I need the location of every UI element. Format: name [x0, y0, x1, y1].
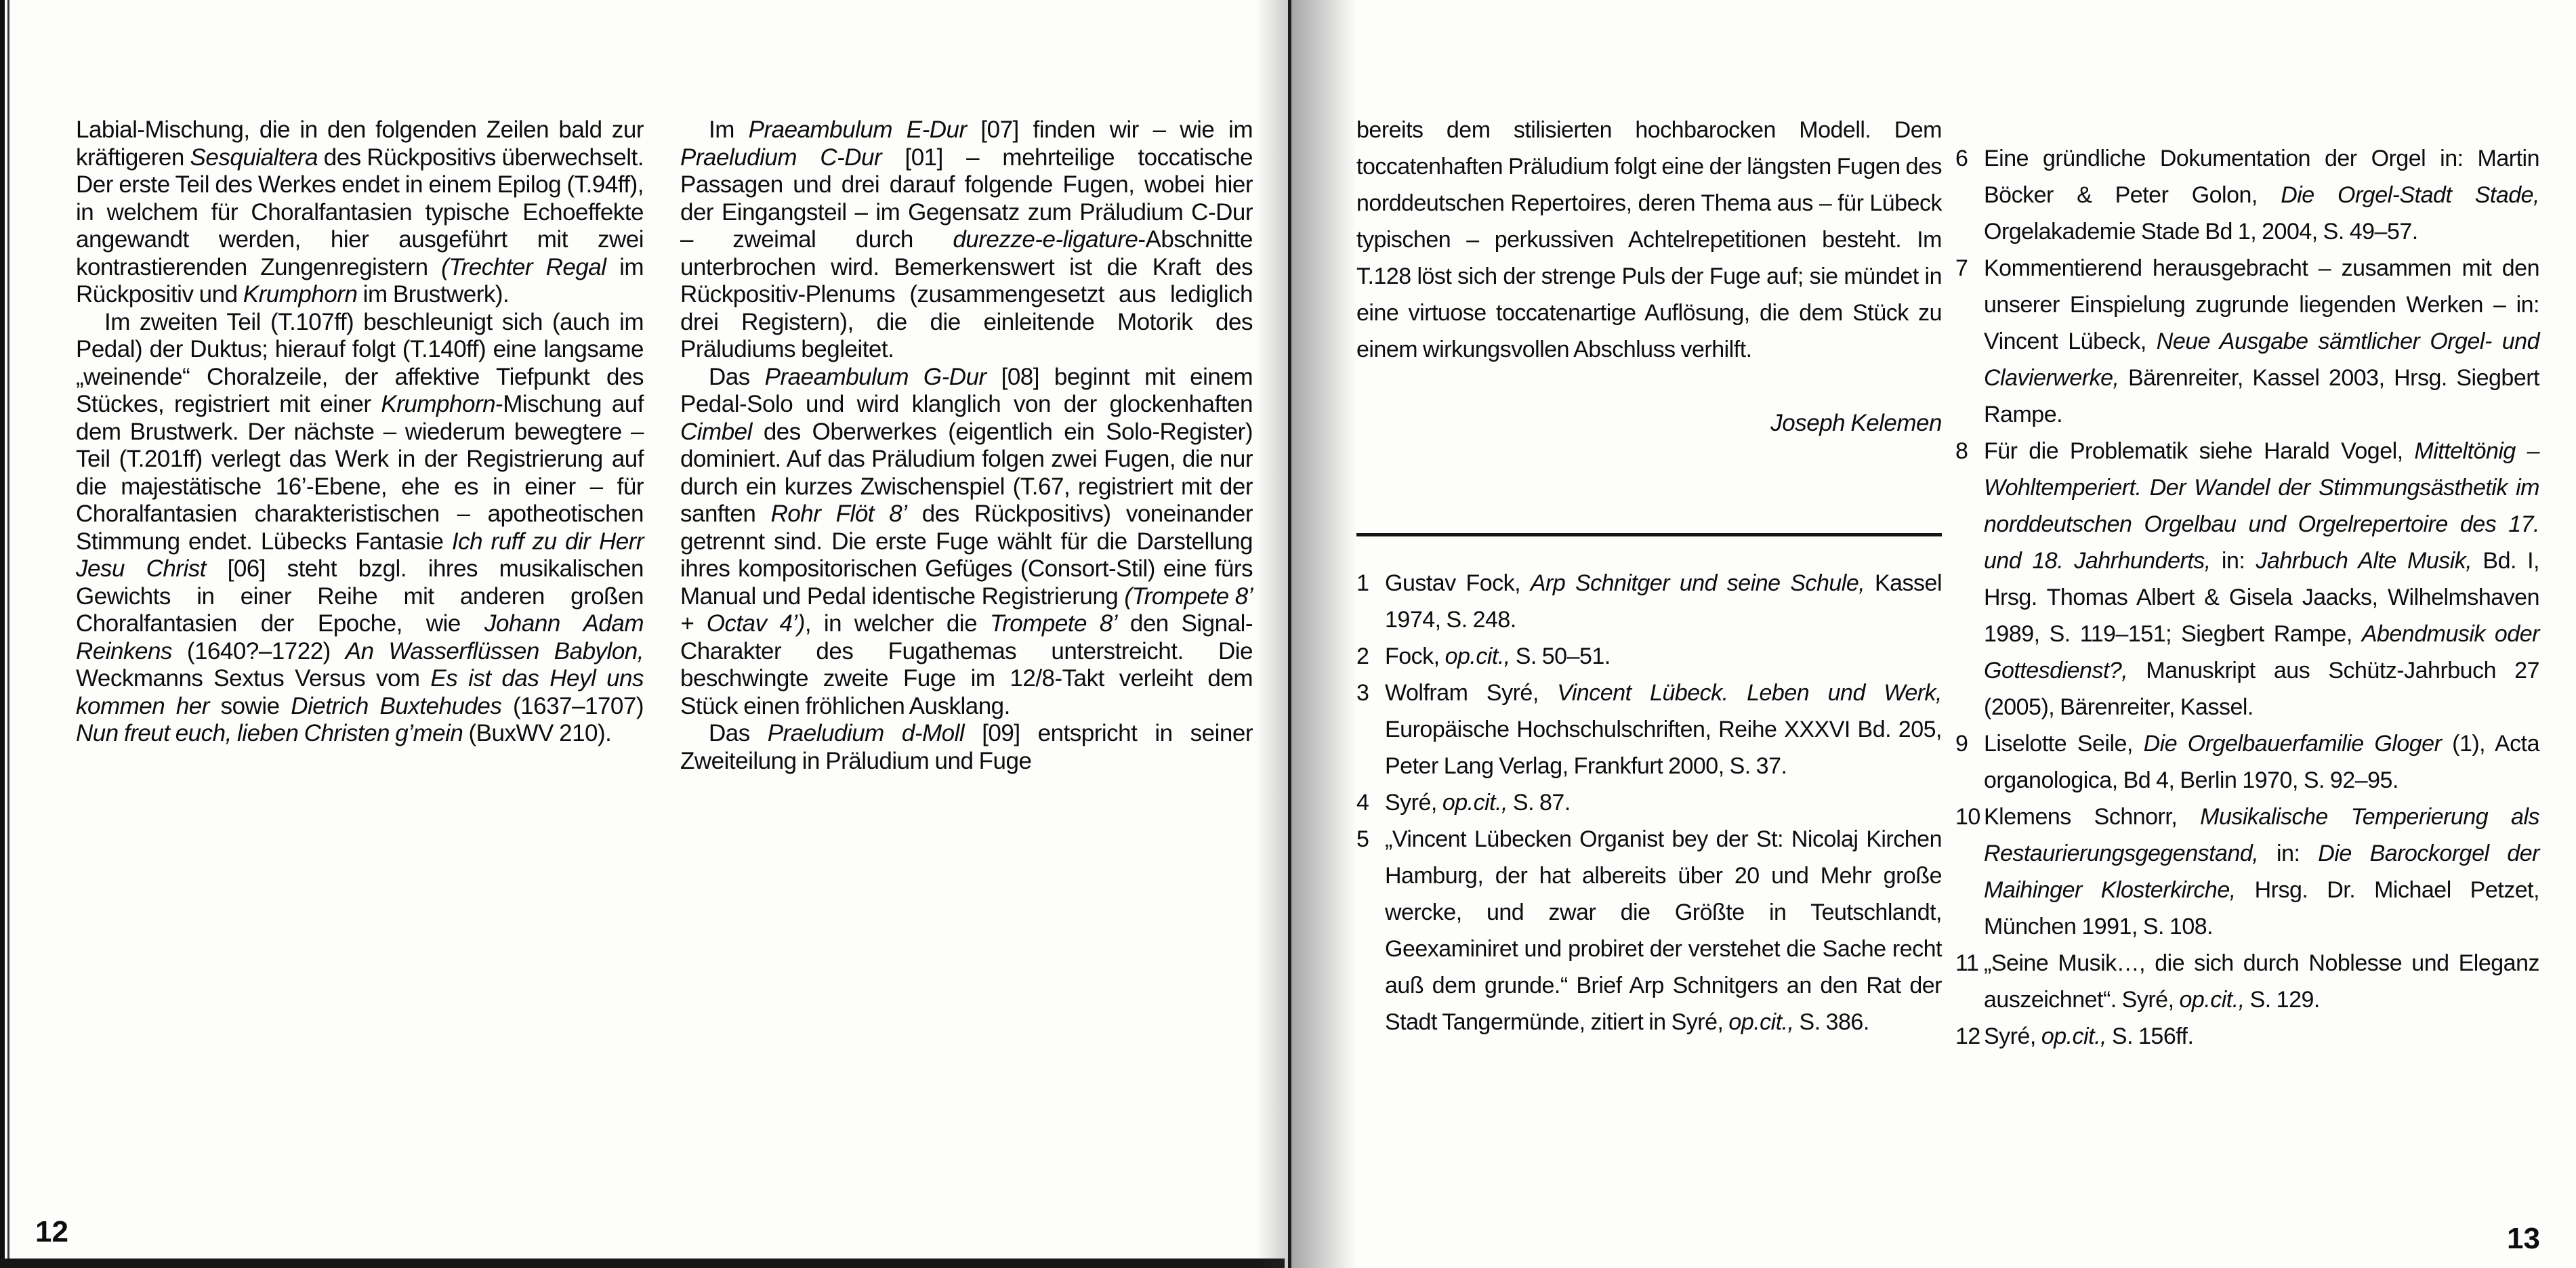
italic-text-run: op.cit.,	[2179, 987, 2245, 1013]
footnote-number: 10	[1955, 804, 1980, 830]
paragraph	[680, 364, 1253, 721]
text-run: [07] finden wir – wie im	[966, 117, 1253, 143]
footnote	[1356, 675, 1942, 784]
page-12-column-2	[680, 117, 1253, 775]
paragraph	[76, 309, 644, 748]
italic-text-run: Die Orgel-Stadt Stade,	[2281, 182, 2539, 208]
text-run: „Vincent Lübecken Organist bey der St: Nicolaj Kirchen Hamburg, der hat albereits über 20 und Mehr große wercke, und zwar die Größte in Teutschlandt, Geexaminiret und probiret der verstehet die Sache recht auß dem grunde.“ Brief Arp Schnitgers an den Rat der Stadt Tangermünde, zitiert in Syré,	[1385, 826, 1942, 1035]
footnote-number: 4	[1356, 790, 1369, 816]
text-run: Kommentierend herausgebracht – zusammen mit den unserer Einspielung zugrunde liegenden Werken – in: Vincent Lübeck,	[1984, 255, 2539, 354]
text-run: des Rückpositivs) voneinander getrennt sind. Die erste Fuge wählt für die Darstellung ihres kompositorischen Gefüges (Consort-Stil) eine fürs Manual und Pedal identische Registrierung	[680, 501, 1253, 610]
italic-text-run: Die Orgelbauerfamilie Gloger	[2143, 731, 2442, 757]
footnote	[1955, 945, 2539, 1018]
text-run: Im zweiten Teil (T.107ff) beschleunigt sich (auch im Pedal) der Duktus; hierauf folgt (T.140ff) eine langsame „weinende“ Choralzeile, der affektive Tiefpunkt des Stückes, registriert mit einer	[76, 308, 644, 417]
text-run: Europäische Hochschulschriften, Reihe XXXVI Bd. 205, Peter Lang Verlag, Frankfurt 2000, S. 37.	[1385, 717, 1942, 779]
footnote	[1955, 250, 2539, 433]
text-run: -Abschnitte unterbrochen wird. Bemerkenswert ist die Kraft des Rückpositiv-Plenums (zusammengesetzt aus lediglich drei Registern), die die einleitende Motorik des Präludiums begleitet.	[680, 226, 1253, 362]
essay-closing-paragraph	[1356, 112, 1942, 368]
italic-text-run: Es ist das Heyl uns kommen her	[76, 665, 644, 719]
page-13-column-2	[1955, 112, 2539, 1055]
footnote-number: 6	[1955, 146, 1968, 171]
text-run: Manuskript aus Schütz-Jahrbuch 27 (2005), Bärenreiter, Kassel.	[1984, 658, 2539, 720]
text-run: Orgelakademie Stade Bd 1, 2004, S. 49–57.	[1984, 219, 2418, 245]
footnote-number: 5	[1356, 826, 1369, 852]
text-run: Kassel 1974, S. 248.	[1385, 570, 1943, 633]
footnote	[1356, 565, 1942, 638]
footnote-text	[1984, 725, 2539, 799]
text-run: Bärenreiter, Kassel 2003, Hrsg. Siegbert Rampe.	[1984, 365, 2539, 427]
footnote-text	[1385, 821, 1942, 1040]
italic-text-run: Praeludium C-Dur	[680, 144, 882, 171]
italic-text-run: Mitteltönig – Wohltemperiert. Der Wandel der Stimmungsästhetik im norddeutschen Orgelbau und Orgelrepertoire des 17. und 18. Jahrhunderts,	[1984, 438, 2539, 574]
italic-text-run: Nun freut euch, lieben Christen g’mein	[76, 720, 463, 746]
text-run: -Mischung auf dem Brustwerk. Der nächste – wiederum bewegtere – Teil (T.201ff) verlegt das Werk in der Registrierung auf die majestätische 16’-Ebene, ehe es in einer – für Choralfantasien charakteristischen – apotheotischen Stimmung endet. Lübecks Fantasie	[76, 391, 644, 555]
footnote-number: 3	[1356, 680, 1369, 706]
text-run: [01] – mehrteilige toccatische Passagen und drei darauf folgende Fugen, wobei hier der Eingangsteil – im Gegensatz zum Präludium C-Dur – zweimal durch	[680, 144, 1253, 253]
text-run: [06] steht bzgl. ihres musikalischen Gewichts in einer Reihe mit anderen großen Choralfantasien der Epoche, wie	[76, 555, 644, 637]
gutter-shadow-left	[1256, 0, 1288, 1268]
bottom-page-edge-bar	[0, 1259, 1285, 1268]
text-run: [08] beginnt mit einem Pedal-Solo und wird klanglich von der glockenhaften	[680, 363, 1253, 417]
text-run: Hrsg. Dr. Michael Petzet, München 1991, S. 108.	[1984, 877, 2539, 939]
text-run: „Seine Musik…, die sich durch Noblesse und Eleganz auszeichnet“. Syré,	[1984, 950, 2539, 1013]
italic-text-run: Praeambulum G-Dur	[764, 363, 986, 390]
gutter-shadow-right	[1291, 0, 1356, 1268]
text-run: Fock,	[1385, 643, 1445, 669]
paragraph	[680, 117, 1253, 364]
page-number-right: 13	[2507, 1222, 2540, 1255]
text-run: des Rückpositivs überwechselt. Der erste Teil des Werkes endet in einem Epilog (T.94ff), in welchem für Choralfantasien typische Echoeffekte angewandt werden, hier ausgeführt mit zwei kontrastierenden Zungenregistern	[76, 144, 644, 280]
author-signature: Joseph Kelemen	[1770, 410, 1942, 436]
italic-text-run: Trompete 8’	[989, 610, 1118, 637]
italic-text-run: Abendmusik oder Gottesdienst?,	[1984, 621, 2539, 683]
footnote-number: 9	[1955, 731, 1968, 757]
text-run: Klemens Schnorr,	[1984, 804, 2201, 830]
italic-text-run: op.cit.,	[1442, 790, 1508, 816]
italic-text-run: Rohr Flöt 8’	[770, 501, 907, 527]
text-run: des Oberwerkes (eigentlich ein Solo-Register) dominiert. Auf das Präludium folgen zwei Fugen, die nur durch ein kurzes Zwischenspiel (T.67, registriert mit der sanften	[680, 418, 1253, 527]
italic-text-run: durezze-e-ligature	[953, 226, 1138, 253]
text-run: [09] entspricht in seiner Zweiteilung in Präludium und Fuge	[680, 720, 1253, 774]
footnote-text	[1385, 784, 1942, 821]
text-run: in:	[2258, 841, 2319, 866]
text-run: Bd. I, Hrsg. Thomas Albert & Gisela Jaacks, Wilhelmshaven 1989, S. 119–151; Siegbert Rampe,	[1984, 548, 2540, 647]
text-run: Gustav Fock,	[1385, 570, 1531, 596]
italic-text-run: (Trompete 8’ + Octav 4’)	[680, 583, 1253, 637]
footnote-number: 7	[1955, 255, 1968, 281]
footnote-text	[1385, 675, 1942, 784]
footnote-text	[1385, 565, 1942, 638]
paragraph	[1356, 112, 1942, 368]
italic-text-run: Praeludium d-Moll	[767, 720, 965, 746]
text-run: Wolfram Syré,	[1385, 680, 1558, 706]
text-run: Syré,	[1984, 1023, 2041, 1049]
footnote-text	[1984, 140, 2539, 250]
italic-text-run: Cimbel	[680, 418, 752, 445]
text-run: S. 129.	[2244, 987, 2320, 1013]
footnote-text	[1385, 638, 1942, 675]
italic-text-run: Johann Adam Reinkens	[76, 610, 644, 664]
footnote-number: 11	[1955, 950, 1979, 976]
italic-text-run: Vincent Lübeck. Leben und Werk,	[1557, 680, 1942, 706]
footnotes-1-5	[1356, 565, 1942, 1040]
italic-text-run: An Wasserflüssen Babylon,	[345, 637, 644, 664]
italic-text-run: Musikalische Temperierung als Restaurierungsgegenstand,	[1984, 804, 2539, 866]
text-run: bereits dem stilisierten hochbarocken Modell. Dem toccatenhaften Präludium folgt eine der längsten Fugen des norddeutschen Repertoires, deren Thema aus – für Lübeck typischen – perkussiven Achtelrepetitionen besteht. Im T.128 löst sich der strenge Puls der Fuge auf; sie mündet in eine virtuose toccatenartige Auflösung, die dem Stück zu einem wirkungsvollen Abschluss verhilft.	[1356, 117, 1942, 362]
footnote	[1356, 638, 1942, 675]
text-run: (BuxWV 210).	[463, 720, 612, 746]
italic-text-run: Die Barockorgel der Maihinger Klosterkirche,	[1984, 841, 2539, 903]
left-page-edge-line	[0, 0, 5, 1268]
footnote	[1955, 140, 2539, 250]
text-run: Das	[709, 720, 768, 746]
italic-text-run: Arp Schnitger und seine Schule,	[1530, 570, 1865, 596]
italic-text-run: op.cit.,	[2041, 1023, 2106, 1049]
text-run: S. 386.	[1793, 1009, 1869, 1035]
text-run: den Signal-Charakter des Fugathemas unterstreicht. Die beschwingte zweite Fuge im 12/8-Takt verleiht dem Stück einen fröhlichen Ausklang.	[680, 610, 1253, 719]
footnote-text	[1984, 250, 2539, 433]
left-page-edge-line-inner	[7, 0, 9, 1268]
text-run: Das	[709, 363, 765, 390]
footnote-number: 12	[1955, 1023, 1980, 1049]
italic-text-run: op.cit.,	[1445, 643, 1510, 669]
footnote	[1356, 821, 1942, 1040]
text-run: Labial-Mischung, die in den folgenden Zeilen bald zur kräftigeren	[76, 117, 644, 171]
text-run: (1637–1707)	[501, 692, 644, 719]
footnote-text	[1984, 1018, 2539, 1055]
footnote-number: 2	[1356, 643, 1369, 669]
footnote-text	[1984, 799, 2539, 945]
italic-text-run: Krumphorn	[243, 281, 358, 308]
footnote	[1356, 784, 1942, 821]
footnote	[1955, 1018, 2539, 1055]
text-run: Im	[709, 117, 749, 143]
text-run: im Brustwerk).	[357, 281, 510, 308]
paragraph	[680, 720, 1253, 775]
text-run: (1640?–1722)	[171, 637, 346, 664]
text-run: (1), Acta organologica, Bd 4, Berlin 1970, S. 92–95.	[1984, 731, 2539, 793]
italic-text-run: Neue Ausgabe sämtlicher Orgel- und Clavierwerke,	[1984, 329, 2539, 391]
italic-text-run: (Trechter Regal	[441, 253, 606, 280]
text-run: im Rückpositiv und	[76, 253, 644, 308]
text-run: S. 87.	[1507, 790, 1571, 816]
text-run: Eine gründliche Dokumentation der Orgel in: Martin Böcker & Peter Golon,	[1984, 146, 2539, 208]
paragraph	[76, 117, 644, 309]
text-run: S. 50–51.	[1510, 643, 1611, 669]
text-run: Liselotte Seile,	[1984, 731, 2144, 757]
footnotes-6-12	[1955, 140, 2539, 1055]
footnote-text	[1984, 945, 2539, 1018]
text-run: Für die Problematik siehe Harald Vogel,	[1984, 438, 2415, 464]
italic-text-run: Dietrich Buxtehudes	[291, 692, 502, 719]
footnote	[1955, 433, 2539, 725]
page-number-left: 12	[35, 1215, 68, 1248]
text-run: S. 156ff.	[2106, 1023, 2194, 1049]
italic-text-run: Ich ruff zu dir Herr Jesu Christ	[76, 528, 644, 582]
italic-text-run: Jahrbuch Alte Musik,	[2256, 548, 2472, 574]
footnote-number: 1	[1356, 570, 1369, 596]
text-run: Syré,	[1385, 790, 1442, 816]
page-12-column-1	[76, 117, 644, 748]
italic-text-run: op.cit.,	[1728, 1009, 1794, 1035]
italic-text-run: Krumphorn	[381, 391, 496, 417]
page-13-column-1	[1356, 112, 1942, 1040]
text-run: Weckmanns Sextus Versus vom	[76, 665, 431, 692]
text-run: sowie	[209, 692, 291, 719]
footnote-text	[1984, 433, 2539, 725]
text-run: in:	[2210, 548, 2256, 574]
italic-text-run: Sesquialtera	[190, 144, 318, 171]
text-run: , in welcher die	[804, 610, 990, 637]
footnote	[1955, 725, 2539, 799]
footnote-divider	[1356, 533, 1942, 536]
footnote-number: 8	[1955, 438, 1968, 464]
footnote	[1955, 799, 2539, 945]
italic-text-run: Praeambulum E-Dur	[748, 117, 967, 143]
